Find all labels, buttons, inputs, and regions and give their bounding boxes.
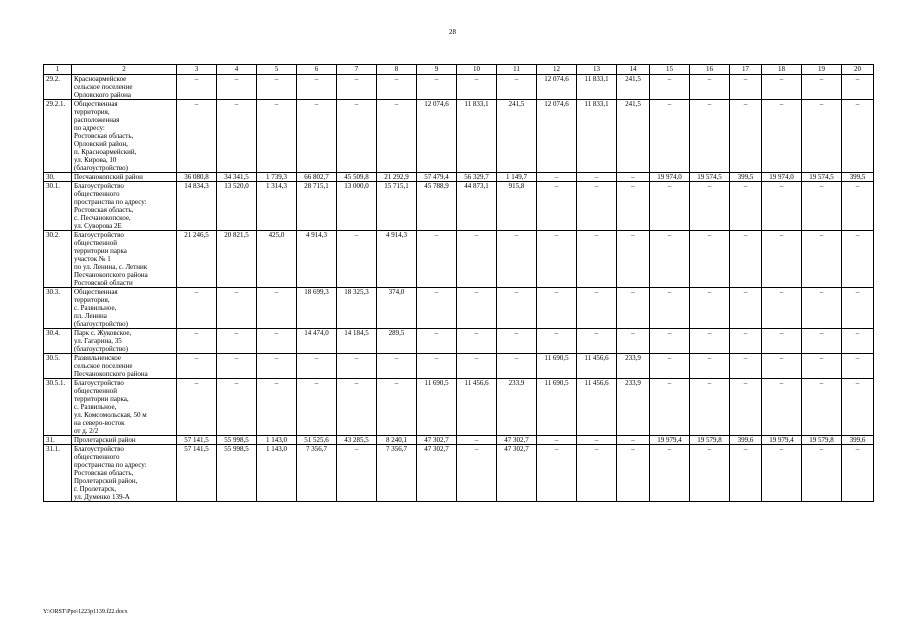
value-cell: – bbox=[297, 354, 337, 379]
row-number: 30.1. bbox=[44, 182, 72, 231]
column-header: 15 bbox=[650, 65, 690, 75]
value-cell: – bbox=[690, 445, 730, 502]
value-cell: – bbox=[297, 75, 337, 100]
value-cell: – bbox=[577, 329, 617, 354]
value-cell: – bbox=[802, 182, 842, 231]
column-header: 1 bbox=[44, 65, 72, 75]
value-cell: – bbox=[802, 100, 842, 173]
value-cell: – bbox=[617, 182, 650, 231]
column-header: 8 bbox=[377, 65, 417, 75]
value-cell: – bbox=[802, 75, 842, 100]
value-cell: – bbox=[842, 182, 874, 231]
page-number: 28 bbox=[449, 28, 456, 36]
value-cell: 19 974,0 bbox=[650, 173, 690, 182]
value-cell: – bbox=[217, 288, 257, 329]
value-cell: 66 802,7 bbox=[297, 173, 337, 182]
column-header: 10 bbox=[457, 65, 497, 75]
value-cell: 7 356,7 bbox=[297, 445, 337, 502]
value-cell: 11 690,5 bbox=[417, 379, 457, 436]
value-cell: – bbox=[497, 75, 537, 100]
value-cell: – bbox=[257, 354, 297, 379]
value-cell: – bbox=[617, 231, 650, 288]
value-cell: 21 292,9 bbox=[377, 173, 417, 182]
row-name: Общественная территория, с. Развильное, пл. Ленина (благоустройство) bbox=[72, 288, 177, 329]
table-row bbox=[44, 445, 874, 502]
value-cell: 1 143,0 bbox=[257, 445, 297, 502]
value-cell: 12 074,6 bbox=[537, 100, 577, 173]
value-cell: – bbox=[762, 288, 802, 329]
value-cell: – bbox=[802, 329, 842, 354]
value-cell: – bbox=[177, 379, 217, 436]
value-cell: – bbox=[497, 231, 537, 288]
column-header: 3 bbox=[177, 65, 217, 75]
value-cell: – bbox=[730, 75, 762, 100]
column-header: 19 bbox=[802, 65, 842, 75]
value-cell: 1 143,0 bbox=[257, 436, 297, 445]
value-cell: 44 873,1 bbox=[457, 182, 497, 231]
value-cell: 19 579,8 bbox=[802, 436, 842, 445]
value-cell: 47 302,7 bbox=[417, 436, 457, 445]
value-cell: 14 834,3 bbox=[177, 182, 217, 231]
row-name: Развильненское сельское поселение Песчанокопского района bbox=[72, 354, 177, 379]
value-cell: – bbox=[650, 182, 690, 231]
value-cell: 55 998,5 bbox=[217, 436, 257, 445]
value-cell: 20 821,5 bbox=[217, 231, 257, 288]
value-cell: – bbox=[762, 100, 802, 173]
table-row bbox=[44, 75, 874, 100]
value-cell: 19 579,8 bbox=[690, 436, 730, 445]
value-cell: 12 074,6 bbox=[417, 100, 457, 173]
value-cell: 241,5 bbox=[497, 100, 537, 173]
row-name: Благоустройство общественной территории парка, с. Развильное, ул. Комсомольская, 50 м на северо-восток от д. 2/2 bbox=[72, 379, 177, 436]
value-cell: 13 000,0 bbox=[337, 182, 377, 231]
value-cell: – bbox=[457, 231, 497, 288]
value-cell: 4 914,3 bbox=[297, 231, 337, 288]
value-cell: – bbox=[730, 445, 762, 502]
value-cell: – bbox=[842, 354, 874, 379]
value-cell: – bbox=[337, 75, 377, 100]
value-cell: – bbox=[690, 231, 730, 288]
value-cell: 1 314,3 bbox=[257, 182, 297, 231]
value-cell: 399,5 bbox=[842, 173, 874, 182]
value-cell: – bbox=[842, 100, 874, 173]
value-cell: 15 715,1 bbox=[377, 182, 417, 231]
table-row bbox=[44, 379, 874, 436]
value-cell: – bbox=[257, 75, 297, 100]
column-header: 12 bbox=[537, 65, 577, 75]
value-cell: 18 325,3 bbox=[337, 288, 377, 329]
row-number: 29.2. bbox=[44, 75, 72, 100]
table-row bbox=[44, 288, 874, 329]
value-cell: – bbox=[730, 329, 762, 354]
value-cell: 11 833,1 bbox=[577, 100, 617, 173]
value-cell: – bbox=[842, 75, 874, 100]
value-cell: 47 302,7 bbox=[497, 445, 537, 502]
value-cell: 11 690,5 bbox=[537, 379, 577, 436]
row-number: 30.4. bbox=[44, 329, 72, 354]
value-cell: 19 974,0 bbox=[762, 173, 802, 182]
value-cell: 11 456,6 bbox=[577, 354, 617, 379]
value-cell: 45 788,9 bbox=[417, 182, 457, 231]
value-cell: 11 690,5 bbox=[537, 354, 577, 379]
column-header: 2 bbox=[72, 65, 177, 75]
value-cell: 233,9 bbox=[497, 379, 537, 436]
column-header: 4 bbox=[217, 65, 257, 75]
column-header: 9 bbox=[417, 65, 457, 75]
row-number: 30.2. bbox=[44, 231, 72, 288]
value-cell: – bbox=[417, 354, 457, 379]
value-cell: – bbox=[802, 379, 842, 436]
value-cell: 374,0 bbox=[377, 288, 417, 329]
row-number: 30.3. bbox=[44, 288, 72, 329]
value-cell: 47 302,7 bbox=[417, 445, 457, 502]
value-cell: – bbox=[762, 445, 802, 502]
value-cell: – bbox=[690, 100, 730, 173]
budget-table bbox=[43, 64, 874, 502]
value-cell: 11 833,1 bbox=[457, 100, 497, 173]
value-cell: – bbox=[457, 329, 497, 354]
value-cell: 399,6 bbox=[842, 436, 874, 445]
table-row bbox=[44, 182, 874, 231]
value-cell: – bbox=[217, 354, 257, 379]
value-cell: 425,0 bbox=[257, 231, 297, 288]
value-cell: 36 080,8 bbox=[177, 173, 217, 182]
value-cell: 233,9 bbox=[617, 379, 650, 436]
value-cell: – bbox=[842, 445, 874, 502]
column-header: 13 bbox=[577, 65, 617, 75]
column-number-row bbox=[44, 65, 874, 75]
value-cell: – bbox=[257, 379, 297, 436]
value-cell: 399,6 bbox=[730, 436, 762, 445]
value-cell: 4 914,3 bbox=[377, 231, 417, 288]
value-cell: – bbox=[762, 379, 802, 436]
value-cell: – bbox=[650, 100, 690, 173]
value-cell: – bbox=[650, 288, 690, 329]
value-cell: – bbox=[690, 329, 730, 354]
value-cell: – bbox=[537, 231, 577, 288]
value-cell: – bbox=[177, 288, 217, 329]
value-cell: – bbox=[537, 445, 577, 502]
row-number: 31.1. bbox=[44, 445, 72, 502]
value-cell: – bbox=[730, 231, 762, 288]
table-row bbox=[44, 354, 874, 379]
value-cell: – bbox=[617, 445, 650, 502]
value-cell: – bbox=[417, 288, 457, 329]
value-cell: 1 149,7 bbox=[497, 173, 537, 182]
column-header: 11 bbox=[497, 65, 537, 75]
table-row bbox=[44, 436, 874, 445]
table-row bbox=[44, 329, 874, 354]
value-cell: – bbox=[337, 445, 377, 502]
value-cell: – bbox=[417, 75, 457, 100]
value-cell: – bbox=[297, 100, 337, 173]
value-cell: – bbox=[730, 100, 762, 173]
value-cell: – bbox=[842, 288, 874, 329]
value-cell: – bbox=[457, 445, 497, 502]
value-cell: – bbox=[842, 329, 874, 354]
row-name: Благоустройство общественного пространства по адресу: Ростовская область, с. Песчанокопское, ул. Суворова 2Е bbox=[72, 182, 177, 231]
value-cell: 399,5 bbox=[730, 173, 762, 182]
value-cell: 12 074,6 bbox=[537, 75, 577, 100]
value-cell: 7 356,7 bbox=[377, 445, 417, 502]
value-cell: – bbox=[617, 329, 650, 354]
value-cell: – bbox=[842, 379, 874, 436]
value-cell: – bbox=[257, 288, 297, 329]
value-cell: – bbox=[730, 288, 762, 329]
value-cell: 915,8 bbox=[497, 182, 537, 231]
value-cell: – bbox=[497, 354, 537, 379]
value-cell: – bbox=[217, 75, 257, 100]
value-cell: 13 520,0 bbox=[217, 182, 257, 231]
row-number: 31. bbox=[44, 436, 72, 445]
value-cell: – bbox=[802, 231, 842, 288]
value-cell: – bbox=[337, 231, 377, 288]
column-header: 17 bbox=[730, 65, 762, 75]
value-cell: 18 699,3 bbox=[297, 288, 337, 329]
value-cell: 57 479,4 bbox=[417, 173, 457, 182]
value-cell: – bbox=[617, 288, 650, 329]
value-cell: 28 715,1 bbox=[297, 182, 337, 231]
value-cell: 19 574,5 bbox=[802, 173, 842, 182]
value-cell: – bbox=[297, 379, 337, 436]
value-cell: – bbox=[217, 100, 257, 173]
value-cell: – bbox=[417, 329, 457, 354]
value-cell: 241,5 bbox=[617, 75, 650, 100]
table-row bbox=[44, 231, 874, 288]
value-cell: – bbox=[617, 436, 650, 445]
value-cell: – bbox=[497, 329, 537, 354]
value-cell: – bbox=[537, 288, 577, 329]
value-cell: – bbox=[177, 354, 217, 379]
value-cell: – bbox=[762, 231, 802, 288]
value-cell: – bbox=[537, 436, 577, 445]
value-cell: – bbox=[762, 182, 802, 231]
value-cell: – bbox=[802, 288, 842, 329]
row-name: Общественная территория, расположенная по адресу: Ростовская область, Орловский район, п. Красноармейский, ул. Кирова, 10 (благоустройство) bbox=[72, 100, 177, 173]
value-cell: – bbox=[650, 379, 690, 436]
value-cell: – bbox=[337, 354, 377, 379]
value-cell: – bbox=[337, 100, 377, 173]
value-cell: 19 979,4 bbox=[650, 436, 690, 445]
value-cell: – bbox=[417, 231, 457, 288]
value-cell: 14 184,5 bbox=[337, 329, 377, 354]
value-cell: – bbox=[537, 329, 577, 354]
row-name: Пролетарский район bbox=[72, 436, 177, 445]
value-cell: – bbox=[650, 445, 690, 502]
value-cell: 8 240,1 bbox=[377, 436, 417, 445]
column-header: 14 bbox=[617, 65, 650, 75]
row-name: Благоустройство общественной территории парка участок № 1 по ул. Ленина, с. Летник Песчанокопского района Ростовской области bbox=[72, 231, 177, 288]
value-cell: 56 329,7 bbox=[457, 173, 497, 182]
value-cell: 289,5 bbox=[377, 329, 417, 354]
table-row bbox=[44, 100, 874, 173]
value-cell: – bbox=[497, 288, 537, 329]
value-cell: – bbox=[377, 379, 417, 436]
value-cell: – bbox=[762, 354, 802, 379]
value-cell: – bbox=[457, 436, 497, 445]
row-number: 30. bbox=[44, 173, 72, 182]
row-number: 29.2.1. bbox=[44, 100, 72, 173]
value-cell: – bbox=[177, 75, 217, 100]
value-cell: – bbox=[577, 231, 617, 288]
row-name: Парк с. Жуковское, ул. Гагарина, 35 (благоустройство) bbox=[72, 329, 177, 354]
value-cell: – bbox=[377, 354, 417, 379]
value-cell: 241,5 bbox=[617, 100, 650, 173]
row-name: Песчанокопский район bbox=[72, 173, 177, 182]
value-cell: – bbox=[457, 354, 497, 379]
value-cell: – bbox=[577, 445, 617, 502]
value-cell: 34 341,5 bbox=[217, 173, 257, 182]
value-cell: – bbox=[690, 354, 730, 379]
column-header: 7 bbox=[337, 65, 377, 75]
row-number: 30.5.1. bbox=[44, 379, 72, 436]
value-cell: – bbox=[802, 445, 842, 502]
value-cell: – bbox=[217, 329, 257, 354]
value-cell: – bbox=[537, 182, 577, 231]
value-cell: 51 525,6 bbox=[297, 436, 337, 445]
value-cell: – bbox=[650, 75, 690, 100]
value-cell: 11 456,6 bbox=[457, 379, 497, 436]
value-cell: – bbox=[802, 354, 842, 379]
column-header: 5 bbox=[257, 65, 297, 75]
value-cell: – bbox=[177, 100, 217, 173]
value-cell: – bbox=[650, 231, 690, 288]
value-cell: – bbox=[617, 173, 650, 182]
row-number: 30.5. bbox=[44, 354, 72, 379]
value-cell: – bbox=[690, 288, 730, 329]
value-cell: – bbox=[577, 288, 617, 329]
column-header: 6 bbox=[297, 65, 337, 75]
value-cell: – bbox=[257, 329, 297, 354]
value-cell: – bbox=[650, 329, 690, 354]
value-cell: 14 474,0 bbox=[297, 329, 337, 354]
value-cell: – bbox=[650, 354, 690, 379]
value-cell: – bbox=[762, 75, 802, 100]
value-cell: 19 979,4 bbox=[762, 436, 802, 445]
value-cell: – bbox=[730, 182, 762, 231]
value-cell: 11 456,6 bbox=[577, 379, 617, 436]
value-cell: – bbox=[690, 379, 730, 436]
value-cell: – bbox=[457, 288, 497, 329]
value-cell: – bbox=[577, 436, 617, 445]
value-cell: 57 141,5 bbox=[177, 436, 217, 445]
value-cell: – bbox=[730, 379, 762, 436]
value-cell: – bbox=[537, 173, 577, 182]
value-cell: – bbox=[177, 329, 217, 354]
value-cell: – bbox=[762, 329, 802, 354]
value-cell: 43 285,5 bbox=[337, 436, 377, 445]
value-cell: – bbox=[377, 75, 417, 100]
value-cell: 55 998,5 bbox=[217, 445, 257, 502]
value-cell: 19 574,5 bbox=[690, 173, 730, 182]
value-cell: – bbox=[577, 173, 617, 182]
value-cell: – bbox=[842, 231, 874, 288]
value-cell: 1 739,3 bbox=[257, 173, 297, 182]
value-cell: – bbox=[257, 100, 297, 173]
row-name: Благоустройство общественного пространства по адресу: Ростовская область, Пролетарский район, г. Пролетарск, ул. Думенко 139-А bbox=[72, 445, 177, 502]
value-cell: 21 246,5 bbox=[177, 231, 217, 288]
value-cell: 11 833,1 bbox=[577, 75, 617, 100]
value-cell: – bbox=[217, 379, 257, 436]
value-cell: – bbox=[690, 75, 730, 100]
row-name: Красноармейское сельское поселение Орловского района bbox=[72, 75, 177, 100]
column-header: 20 bbox=[842, 65, 874, 75]
value-cell: – bbox=[377, 100, 417, 173]
value-cell: 57 141,5 bbox=[177, 445, 217, 502]
value-cell: 47 302,7 bbox=[497, 436, 537, 445]
value-cell: – bbox=[577, 182, 617, 231]
table-row bbox=[44, 173, 874, 182]
column-header: 18 bbox=[762, 65, 802, 75]
value-cell: – bbox=[730, 354, 762, 379]
file-path-footer: Y:\ORST\Ppo\1223p1139.f22.docx bbox=[43, 609, 128, 615]
value-cell: 45 509,8 bbox=[337, 173, 377, 182]
value-cell: – bbox=[690, 182, 730, 231]
value-cell: – bbox=[337, 379, 377, 436]
value-cell: – bbox=[457, 75, 497, 100]
value-cell: 233,9 bbox=[617, 354, 650, 379]
column-header: 16 bbox=[690, 65, 730, 75]
